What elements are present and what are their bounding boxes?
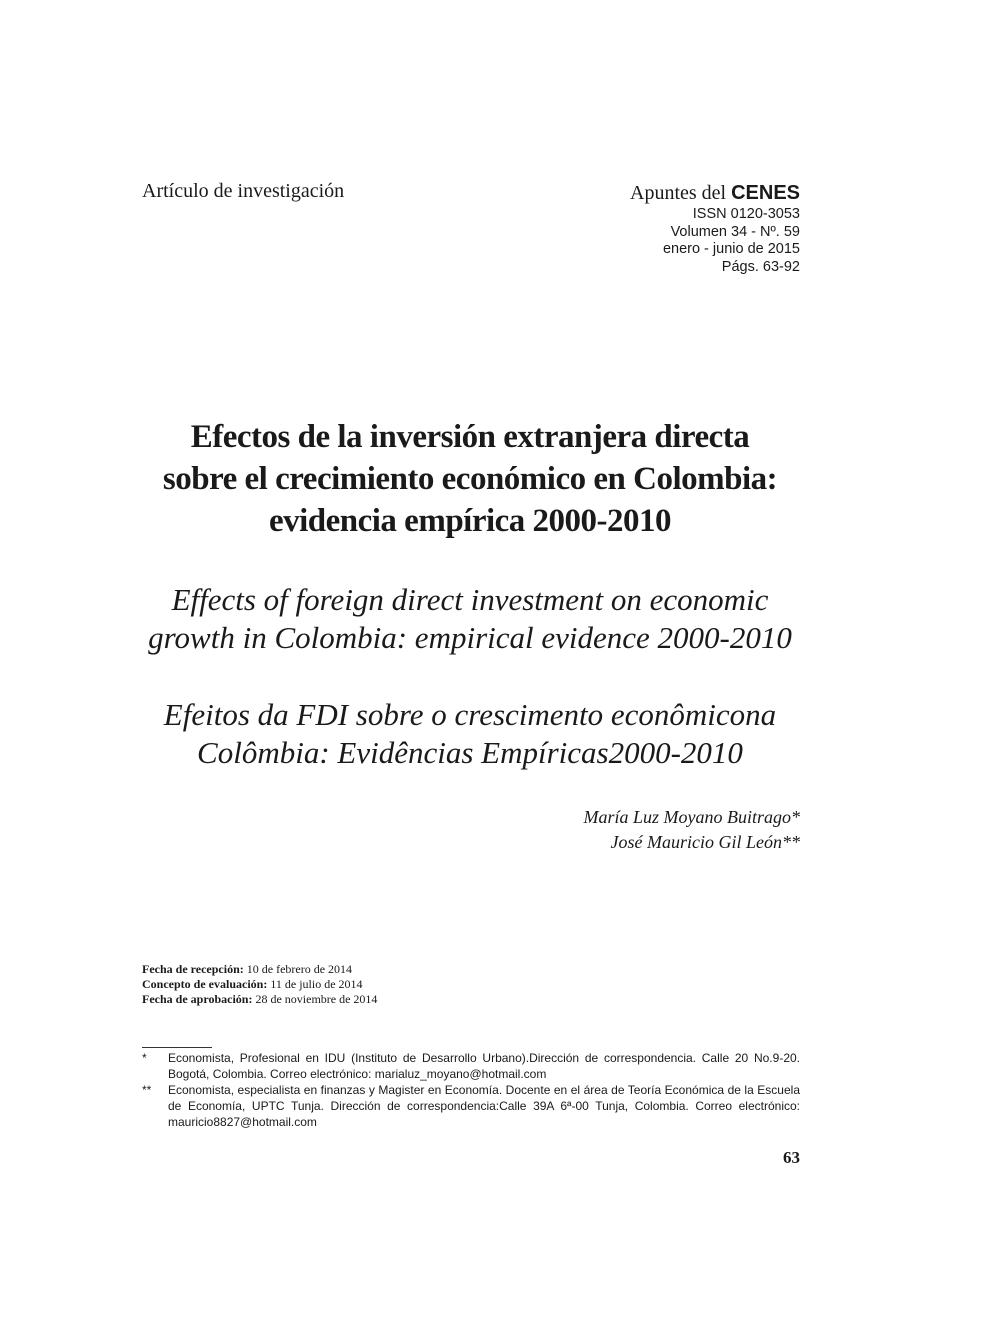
date-value: 11 de julio de 2014 bbox=[267, 977, 363, 991]
footnote-mark: * bbox=[142, 1051, 147, 1065]
title-line: evidencia empírica 2000-2010 bbox=[268, 503, 672, 539]
footnote bbox=[142, 1050, 800, 1082]
title-line: Effects of foreign direct investment on economic bbox=[171, 582, 769, 617]
date-row bbox=[142, 992, 377, 1007]
journal-prefix: Apuntes del bbox=[630, 182, 732, 204]
date-value: 28 de noviembre de 2014 bbox=[252, 992, 378, 1006]
title-line: Efeitos da FDI sobre o crescimento econômicona bbox=[163, 697, 777, 732]
title-line: sobre el crecimiento económico en Colombia: bbox=[162, 461, 778, 497]
footnote-divider bbox=[142, 1047, 212, 1048]
authors bbox=[583, 805, 800, 855]
submission-dates bbox=[142, 962, 377, 1007]
date-label: Concepto de evaluación: bbox=[142, 977, 268, 991]
date-value: 10 de febrero de 2014 bbox=[243, 962, 353, 976]
journal-volume: Volumen 34 - Nº. 59 bbox=[670, 223, 800, 240]
author-name: José Mauricio Gil León** bbox=[610, 832, 800, 852]
title-line: Efectos de la inversión extranjera directa bbox=[190, 419, 750, 455]
footnote-text: Economista, especialista en finanzas y Magister en Economía. Docente en el área de Teoría Económica de la Escuela de Economía, UPTC Tunja. Dirección de correspondencia:Calle 39A 6ª-00 Tunja, Colombia. Correo electrónico: mauricio8827@hotmail.com bbox=[168, 1083, 800, 1129]
title-english bbox=[120, 581, 820, 657]
date-label: Fecha de aprobación: bbox=[142, 992, 253, 1006]
journal-info bbox=[630, 180, 800, 276]
title-line: growth in Colombia: empirical evidence 2000-2010 bbox=[148, 620, 792, 655]
footnotes bbox=[142, 1050, 800, 1130]
date-row bbox=[142, 962, 377, 977]
article-type-label: Artículo de investigación bbox=[142, 180, 345, 202]
journal-name: CENES bbox=[731, 182, 800, 204]
journal-issn: ISSN 0120-3053 bbox=[692, 206, 800, 222]
footnote bbox=[142, 1082, 800, 1130]
journal-pages: Págs. 63-92 bbox=[721, 258, 800, 275]
title-spanish bbox=[120, 416, 820, 542]
footnote-mark: ** bbox=[142, 1083, 152, 1097]
journal-title bbox=[630, 180, 800, 206]
author-name: María Luz Moyano Buitrago* bbox=[583, 807, 800, 827]
page-number: 63 bbox=[783, 1148, 800, 1167]
journal-period: enero - junio de 2015 bbox=[662, 241, 800, 257]
date-row bbox=[142, 977, 377, 992]
title-portuguese bbox=[120, 696, 820, 772]
title-line: Colômbia: Evidências Empíricas2000-2010 bbox=[197, 735, 743, 770]
date-label: Fecha de recepción: bbox=[142, 962, 244, 976]
footnote-text: Economista, Profesional en IDU (Instituto de Desarrollo Urbano).Dirección de correspondencia. Calle 20 No.9-20. Bogotá, Colombia. Correo electrónico: marialuz_moyano@hotmail.com bbox=[168, 1051, 800, 1081]
